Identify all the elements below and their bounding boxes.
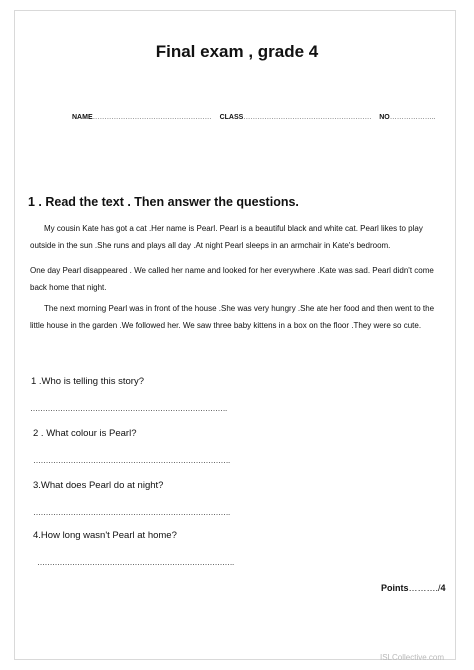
question-2: 2 . What colour is Pearl? <box>33 428 137 439</box>
answer-line-2: ……………………………………………………………………. <box>33 456 230 465</box>
class-blank: ………………………………………………. <box>243 114 372 121</box>
points-label: Points <box>381 583 409 593</box>
name-label: NAME <box>72 114 93 121</box>
section-heading: 1 . Read the text . Then answer the questions. <box>28 195 299 209</box>
no-label: NO <box>379 114 390 121</box>
answer-line-4: ……………………………………………………………………. <box>37 558 234 567</box>
watermark: ISLCollective.com <box>380 653 445 662</box>
question-3: 3.What does Pearl do at night? <box>33 480 164 491</box>
reading-paragraph-2: One day Pearl disappeared . We called her name and looked for her everywhere .Kate was sad. Pearl didn't come back home that night. <box>30 266 434 292</box>
page-title: Final exam , grade 4 <box>155 42 319 61</box>
class-label: CLASS <box>219 114 244 121</box>
no-blank: ……………….. <box>389 114 436 121</box>
question-4: 4.How long wasn't Pearl at home? <box>33 530 177 541</box>
points-score <box>381 583 446 593</box>
question-1: 1 .Who is telling this story? <box>31 376 144 387</box>
points-blank: ………./ <box>408 583 441 593</box>
name-blank: …………………………………………… <box>92 114 212 121</box>
reading-paragraph-1: My cousin Kate has got a cat .Her name is Pearl. Pearl is a beautiful black and white cat. Pearl likes to play outside in the sun .She runs and plays all day .At night Pearl sleeps in an armchair in Kate's bedroom. <box>30 224 423 250</box>
answer-line-3: ……………………………………………………………………. <box>33 508 230 517</box>
reading-paragraph-3: The next morning Pearl was in front of the house .She was very hungry .She ate her food and then went to the little house in the garden .We followed her. We saw three baby kittens in a box on the floor .They were so cute. <box>30 304 435 330</box>
answer-line-1: ……………………………………………………………………. <box>30 404 227 413</box>
student-info-header <box>72 114 436 121</box>
points-total: 4 <box>440 583 446 593</box>
